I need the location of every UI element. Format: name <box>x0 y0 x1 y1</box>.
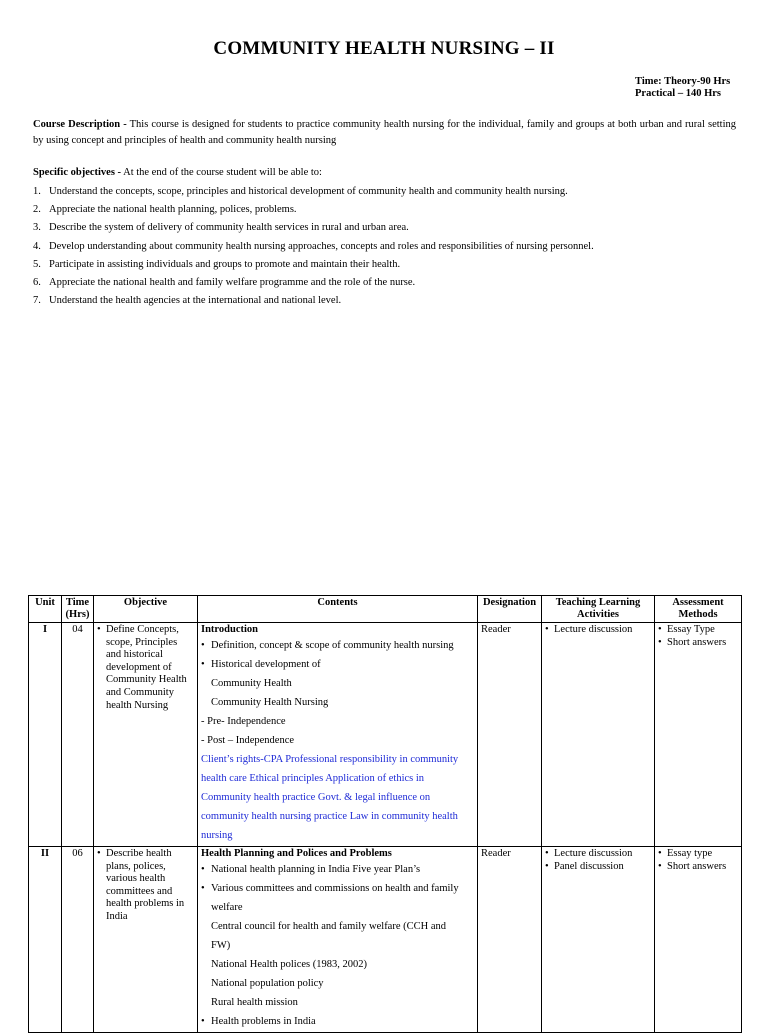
objective-text: Understand the concepts, scope, principles and historical development of community health and community health nursing. <box>49 186 568 197</box>
assessment-cell <box>655 847 742 1033</box>
header-objective: Objective <box>94 596 198 623</box>
objective-item <box>33 293 743 311</box>
objective-text: Develop understanding about community health nursing approaches, concepts and roles and responsibilities of nursing personnel. <box>49 240 594 252</box>
assessment-item: • Essay Type <box>658 624 738 637</box>
header-contents: Contents <box>198 596 478 623</box>
contents-blue-line: nursing <box>201 830 233 841</box>
objective-text: Participate in assisting individuals and groups to promote and maintain their health. <box>49 258 401 270</box>
objective-number: 5. <box>33 258 41 270</box>
contents-bullet: • Historical development of <box>201 655 474 674</box>
objective-text: Understand the health agencies at the international and national level. <box>49 295 342 307</box>
objective-number: 7. <box>33 295 41 307</box>
course-description <box>33 117 736 148</box>
objective-item <box>33 220 743 238</box>
teaching-cell <box>542 847 655 1033</box>
table-row <box>29 847 742 1033</box>
contents-blue-line: Client’s rights-CPA Professional responsibility in community <box>201 754 459 765</box>
contents-bullet: • Health problems in India <box>201 1012 474 1031</box>
contents-subitem: National Health polices (1983, 2002) <box>211 959 368 970</box>
unit-cell: I <box>29 623 62 847</box>
theory-hours: Time: Theory-90 Hrs <box>635 76 731 87</box>
contents-subitem: National population policy <box>211 978 324 989</box>
contents-blue-line: community health nursing practice Law in community health <box>201 811 458 822</box>
header-designation: Designation <box>478 596 542 623</box>
objective-item <box>33 239 743 257</box>
objective-number: 1. <box>33 186 41 197</box>
contents-subitem: Rural health mission <box>211 997 298 1008</box>
table-header-row <box>29 596 742 623</box>
designation-cell: Reader <box>478 847 542 1033</box>
course-description-text: This course is designed for students to practice community health nursing for the individual, family and groups at both urban and rural setting by using concept and principles of health and community health nursing <box>33 119 736 146</box>
contents-blue-line: Community health practice Govt. & legal influence on <box>201 792 431 803</box>
objective-cell <box>94 847 198 1033</box>
objective-item <box>33 257 743 275</box>
assessment-item: • Essay type <box>658 848 738 861</box>
contents-heading: Health Planning and Polices and Problems <box>201 848 392 859</box>
contents-bullet: • National health planning in India Five year Plan’s <box>201 860 474 879</box>
practical-hours: Practical – 140 Hrs <box>635 88 722 99</box>
objectives-label: Specific objectives - <box>33 167 122 178</box>
time-cell: 06 <box>62 847 94 1033</box>
designation-cell: Reader <box>478 623 542 847</box>
teaching-item: • Lecture discussion <box>545 848 651 861</box>
teaching-item: • Lecture discussion <box>545 624 651 637</box>
contents-cell <box>198 623 478 847</box>
assessment-cell <box>655 623 742 847</box>
assessment-item: • Short answers <box>658 637 738 650</box>
contents-subitem: Community Health Nursing <box>211 697 329 708</box>
objective-bullet: • Define Concepts, scope, Principles and historical development of Community Health and Community health Nursing <box>97 624 194 712</box>
contents-bullet: • Various committees and commissions on health and family <box>201 879 474 898</box>
header-teaching: Teaching Learning Activities <box>542 596 655 623</box>
objective-item <box>33 184 743 202</box>
page-title: COMMUNITY HEALTH NURSING – II <box>213 38 555 59</box>
contents-dash-item: - Pre- Independence <box>201 716 286 727</box>
objective-bullet: • Describe health plans, polices, various health committees and health problems in India <box>97 848 194 924</box>
objective-cell <box>94 623 198 847</box>
time-cell: 04 <box>62 623 94 847</box>
objective-number: 3. <box>33 222 41 234</box>
course-description-label: Course Description - <box>33 119 127 130</box>
table-row <box>29 623 742 847</box>
contents-heading: Introduction <box>201 624 258 635</box>
objective-text: Appreciate the national health and family welfare programme and the role of the nurse. <box>49 276 416 288</box>
contents-subitem: FW) <box>211 940 231 951</box>
objective-text: Describe the system of delivery of community health services in rural and urban area. <box>49 222 409 234</box>
header-unit: Unit <box>29 596 62 623</box>
contents-subitem: Central council for health and family welfare (CCH and <box>211 921 446 932</box>
contents-bullet: • Definition, concept & scope of community health nursing <box>201 636 474 655</box>
objective-number: 4. <box>33 240 41 252</box>
assessment-item: • Short answers <box>658 861 738 874</box>
contents-cell <box>198 847 478 1033</box>
teaching-item: • Panel discussion <box>545 861 651 874</box>
contents-subitem: welfare <box>211 902 243 913</box>
objective-text: Appreciate the national health planning, polices, problems. <box>49 204 297 216</box>
header-assessment: Assessment Methods <box>655 596 742 623</box>
objectives-intro: At the end of the course student will be able to: <box>123 167 322 178</box>
teaching-cell <box>542 623 655 847</box>
objectives-heading <box>33 166 322 180</box>
objective-number: 6. <box>33 276 41 288</box>
header-time: Time (Hrs) <box>62 596 94 623</box>
objective-number: 2. <box>33 204 41 216</box>
syllabus-table <box>28 595 742 1033</box>
contents-dash-item: - Post – Independence <box>201 735 295 746</box>
objectives-list <box>33 184 743 311</box>
contents-subitem: Community Health <box>211 678 292 689</box>
contents-blue-line: health care Ethical principles Application of ethics in <box>201 773 425 784</box>
objective-item <box>33 275 743 293</box>
unit-cell: II <box>29 847 62 1033</box>
objective-item <box>33 202 743 220</box>
time-allocation <box>635 76 730 100</box>
